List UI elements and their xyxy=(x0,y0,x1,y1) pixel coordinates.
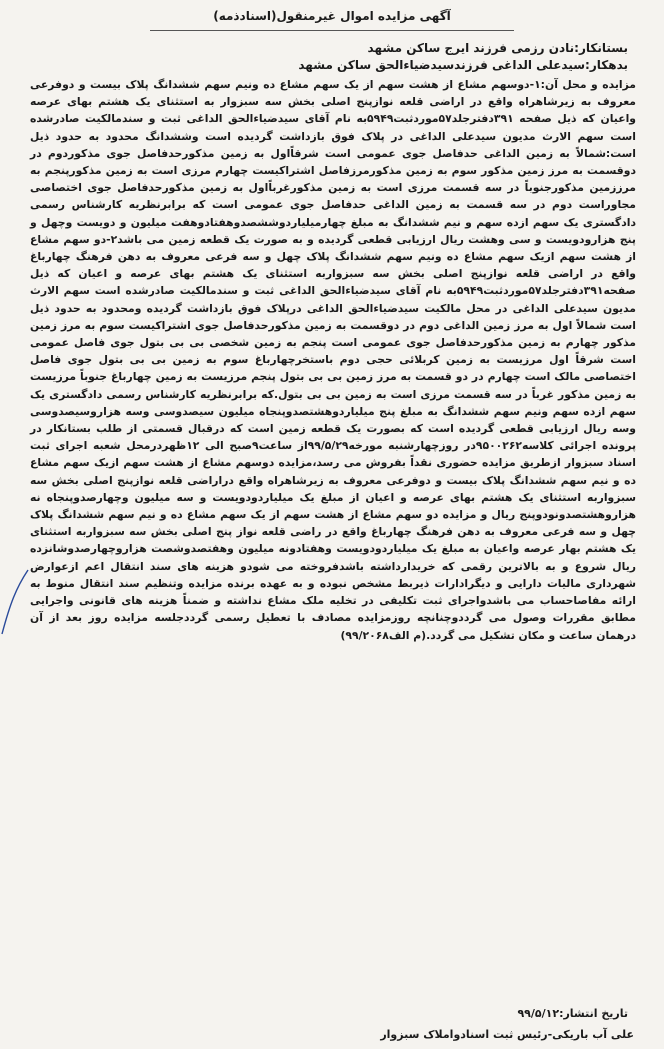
notice-title: آگهی مزایده اموال غیرمنقول(اسنادذمه) xyxy=(213,9,451,23)
notice-body-text: مزایده و محل آن:۱-دوسهم مشاع از هشت سهم از یک سهم مشاع ده ونیم سهم ششدانگ پلاک بیست و دوفرعی معروف به زیرشاهراه واقع در اراضی قلعه نوازپنج اصلی بخش سه سبزوار به استثنای یک هشتم بهای عرصه واعیان که ذیل صفحه ۳۹۱دفترجلد۵۷موردثبت۵۹۴۹به نام آقای سیدضیاءالحق الداغی ثبت و سندمالکیت صادرشده است سهم الارث مدیون سیدعلی الداغی در پلاک فوق بازداشت گردیده است وششدانگ محدود به حدود ذیل است:شمالاً به زمین الداغی حدفاصل جوی عمومی است شرقاًاول به زمین مذکورحدفاصل جوی مذکوردوم در دوقسمت به مرز زمین مذکور سوم به زمین مذکورمرزفاصل اشتراکیست چهارم مرزی است به زمین مذکورپنجم به مرززمین مذکورجنوباً در سه قسمت مرزی است به زمین مذکورغرباًاول به زمین مذکورحدفاصل جوی اختصاصی مجاوراست دوم در سه قسمت به زمین الداغی حدفاصل جوی عمومی است که برابرنظریه کارشناس رسمی دادگستری یک سهم ازده سهم و نیم ششدانگ به مبلغ چهارمیلیاردوششصدوهفتادوهفت میلیون و دویست وچهل و پنج هزارودویست و سی وهشت ریال ارزیابی قطعی گردیده و به صورت یک قطعه زمین می باشد۲-دو سهم مشاع از هشت سهم ازیک سهم مشاع ده ونیم سهم ششدانگ پلاک چهل و سه فرعی معروف به دهن فرهنگ چهارباغ واقع در اراضی قلعه نوازپنج اصلی بخش سه سبزواربه استثنای یک هشتم بهای عرصه و اعیان که ذیل صفحه۳۹۱دفترجلد۵۷موردثبت۵۹۴۹به نام آقای سیدضیاءالحق الداغی ثبت و سندمالکیت صادرشده است سهم الارث مدیون سیدعلی الداغی در محل مالکیت سیدضیاءالحق الداغی درپلاک فوق بازداشت گردیده ومحدود به حدود ذیل است شمالاً اول به مرز زمین الداغی دوم در دوقسمت به زمین مذکورحدفاصل جوی اشتراکیست سوم به مرز زمین مذکور چهارم به زمین مذکورحدفاصل جوی عمومی است پنجم به زمین شخصی بی بی بتول جوی فاصل عمومی است شرقاً اول مرزیست به زمین کربلائی حجی دوم باستخرچهارباغ سوم به زمین بی بی بتول جوی فاصل اختصاصی مالک است چهارم در دو قسمت به مرز زمین بی بی بتول پنجم مرزیست به زمین چهارباغ جنوباً مرزیست به زمین مذکور غرباً در سه قسمت مرزی است به زمین بی بی بتول.که برابرنظریه کارشناس رسمی دادگستری یک سهم ازده سهم ونیم سهم ششدانگ به مبلغ پنج میلیاردوهشتصدوپنجاه میلیون سیصدوسی وسه هزاروسیصدوسی وسه ریال ارزیابی قطعی گردیده است که بصورت یک قطعه زمین است که درقبال قسمتی از طلب بستانکار در پرونده اجرائی کلاسه۹۵۰۰۲۶۲در روزچهارشنبه مورخه۹۹/۵/۲۹از ساعت۹صبح الی ۱۲ظهردرمحل شعبه اجرای ثبت اسناد سبزوار ازطریق مزایده حضوری نقداً بفروش می رسد،مزایده دوسهم مشاع از هشت سهم ازیک سهم مشاع ده و نیم سهم ششدانگ پلاک بیست و دوفرعی معروف به زیرشاهراه واقع دراراضی قلعه نوازپنج اصلی بخش سه سبزواربه استثنای یک هشتم بهای عرصه و اعیان از مبلغ یک میلیاردودویست و سه میلیون وچهارصدوپنجاه نه هزاروهشتصدونودوپنج ریال و مزایده دو سهم مشاع از هشت سهم از یک سهم مشاع ده و نیم سهم ششدانگ پلاک چهل و سه فرعی معروف به دهن فرهنگ چهارباغ واقع در راضی قلعه نواز پنج اصلی بخش سه سبزواربه استثنای یک هشتم بهار عرصه واعیان به مبلغ یک میلیاردودویست وهفتادونه میلیون وهفتصدوشصت هزاروچهارصدوشانزده ریال شروع و به بالاترین رقمی که خریدارداشته باشدفروخته می شودو هزینه های سند انتقال اعم ازعوارض شهرداری مالیات دارایی و دیگرادارات ذیربط مشخص نبوده و به عهده برنده مزایده وتنظیم سند انتقال منوط به ارائه مفاصاحساب می باشدواجرای ثبت تکلیفی در تخلیه ملک مشاع نداشته و ضمناً هزینه های قانونی واجرایی مطابق مقررات وصول می گرددوچنانچه روزمزایده مصادف با تعطیل رسمی گرددجلسه مزایده روز بعد از آن درهمان ساعت و مکان تشکیل می گردد.(م الف۹۹/۲۰۶۸) xyxy=(30,78,637,642)
signature-line: علی آب باریکی-رئیس ثبت اسنادواملاک سبزوار xyxy=(380,1028,634,1041)
creditor-line: بستانکار:نادن رزمی فرزند ایرج ساکن مشهد xyxy=(367,41,628,55)
title-underline xyxy=(150,30,514,31)
debtor-line: بدهکار:سیدعلی الداغی فرزندسیدضیاءالحق ساکن مشهد xyxy=(298,58,628,72)
pen-stroke-mark xyxy=(0,568,30,638)
notice-body xyxy=(30,76,636,644)
publish-date: تاریخ انتشار:۹۹/۵/۱۲ xyxy=(517,1007,628,1020)
